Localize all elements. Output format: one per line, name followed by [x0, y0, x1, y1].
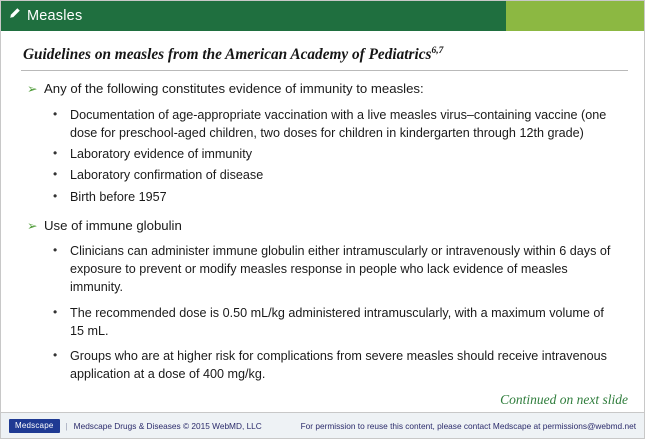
footer-copyright: Medscape Drugs & Diseases © 2015 WebMD, LLC [73, 420, 262, 431]
section-heading [27, 79, 630, 98]
footer-permissions: For permission to reuse this content, please contact Medscape at permissions@webmd.net [300, 420, 636, 431]
slide-footer [1, 412, 645, 438]
dot-bullet-icon: • [53, 304, 58, 319]
list-item-label: Documentation of age-appropriate vaccination with a live measles virus–containing vaccine (one dose for preschool-aged children, two doses for children in kindergarten through 12th grade) [70, 107, 607, 140]
list-item [53, 242, 630, 297]
medscape-logo: Medscape [9, 419, 60, 433]
dot-bullet-icon: • [53, 242, 58, 257]
footer-separator: | [65, 420, 68, 431]
list-item [53, 106, 630, 143]
section-heading [27, 216, 630, 235]
slide-subtitle [23, 46, 630, 64]
list-item [53, 145, 630, 163]
arrow-bullet-icon: ➢ [27, 82, 38, 97]
spacer [19, 209, 630, 216]
divider [21, 70, 628, 71]
section-heading-label: Use of immune globulin [44, 217, 182, 233]
list-item [53, 304, 630, 341]
pencil-icon [1, 1, 27, 31]
slide-subtitle-reference: 6,7 [431, 46, 444, 56]
list-item-label: Groups who are at higher risk for complications from severe measles should receive intravenous application at a dose of 400 mg/kg. [70, 349, 607, 382]
section-heading-label: Any of the following constitutes evidence of immunity to measles: [44, 81, 424, 97]
dot-bullet-icon: • [53, 146, 58, 161]
list-item [53, 347, 630, 384]
arrow-bullet-icon: ➢ [27, 218, 38, 233]
dot-bullet-icon: • [53, 106, 58, 121]
slide-subtitle-text: Guidelines on measles from the American Academy of Pediatrics [23, 46, 432, 64]
list-item [53, 188, 630, 206]
dot-bullet-icon: • [53, 188, 58, 203]
list-item [53, 166, 630, 184]
list-item-label: The recommended dose is 0.50 mL/kg administered intramuscularly, with a maximum volume of 15 mL. [70, 305, 604, 338]
dot-bullet-icon: • [53, 167, 58, 182]
list-item-label: Clinicians can administer immune globulin either intramuscularly or intravenously within 6 days of exposure to prevent or modify measles response in people who lack evidence of measles immunity. [70, 243, 611, 295]
slide-body [1, 31, 645, 414]
dot-bullet-icon: • [53, 348, 58, 363]
list-item-label: Birth before 1957 [70, 189, 167, 204]
list-item-label: Laboratory evidence of immunity [70, 147, 253, 162]
list-item-label: Laboratory confirmation of disease [70, 168, 264, 183]
continued-note: Continued on next slide [500, 392, 628, 407]
page-title: Measles [27, 8, 83, 24]
slide-header [1, 1, 645, 31]
header-accent-block [506, 1, 645, 31]
